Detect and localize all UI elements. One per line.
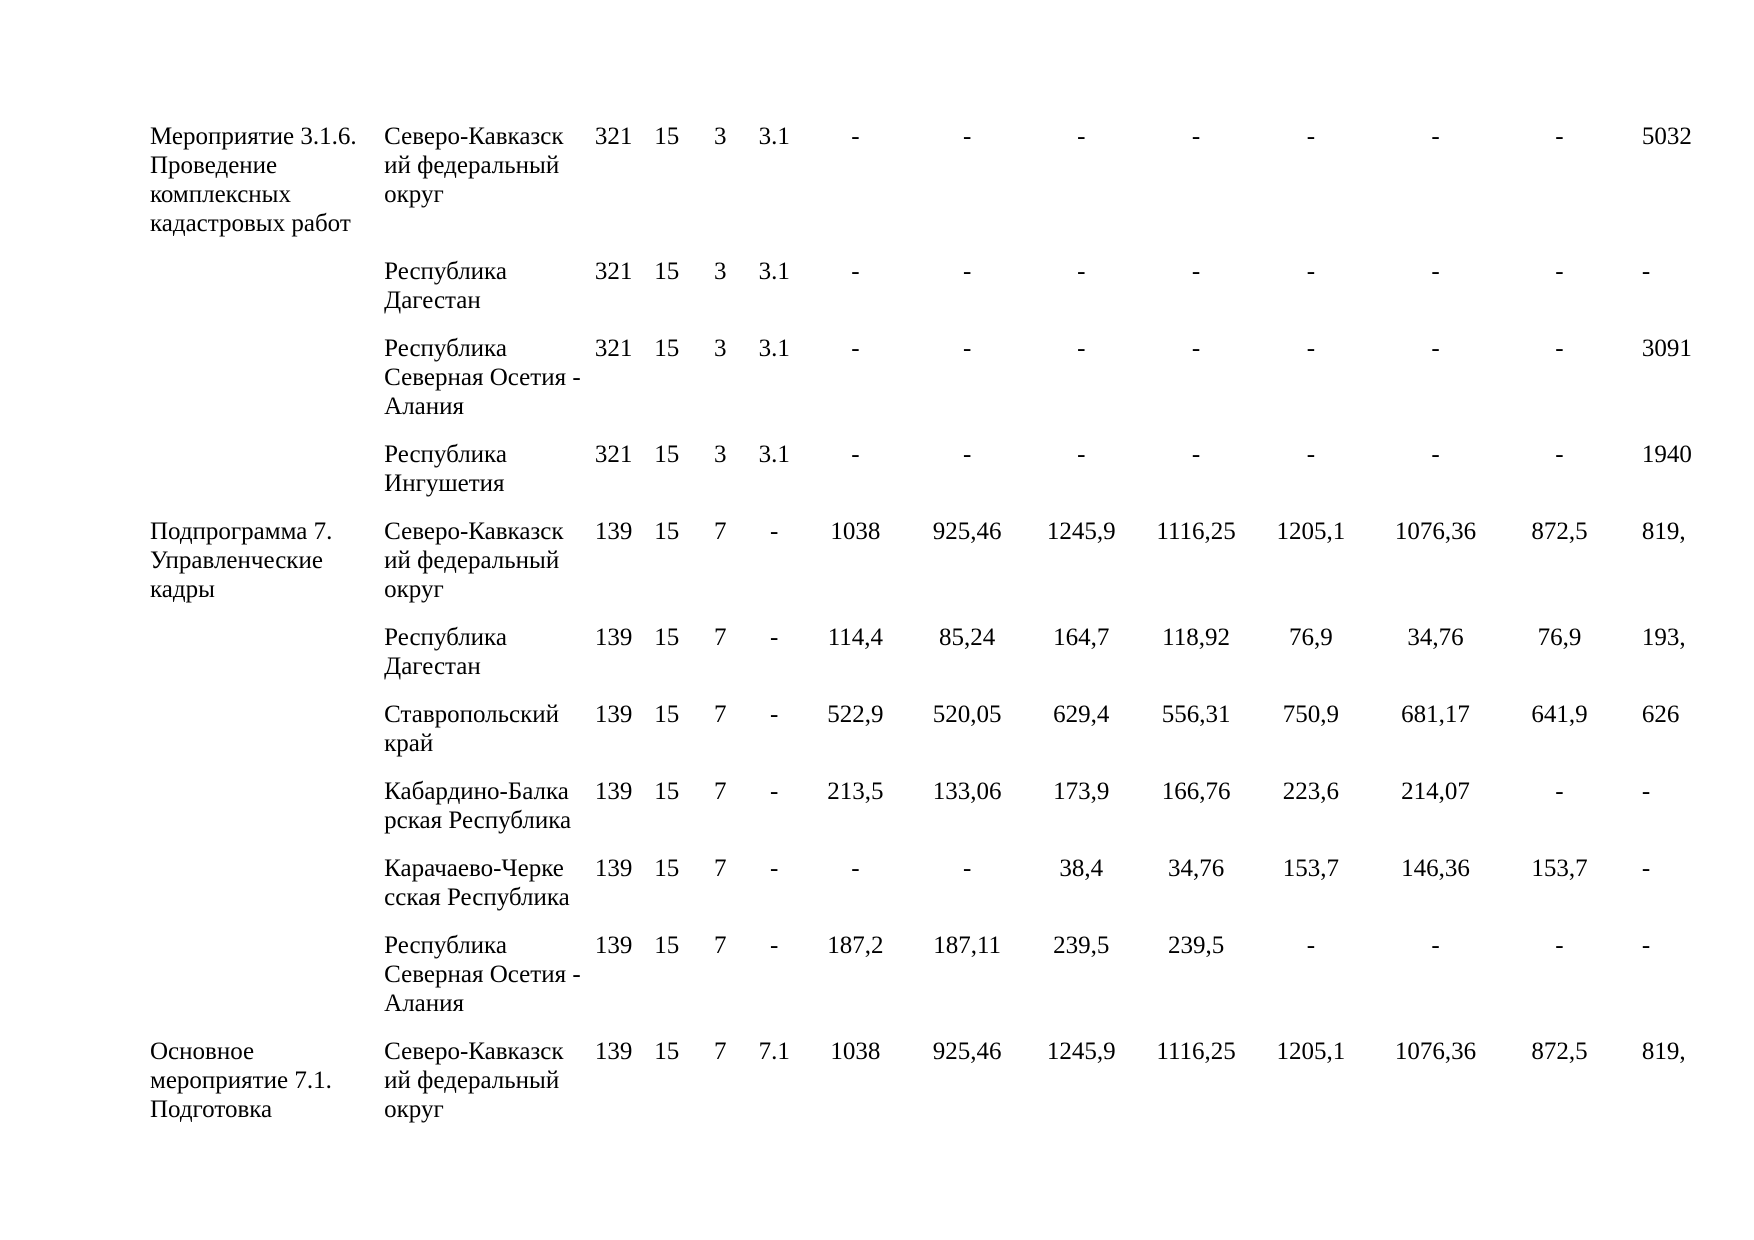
value-cell: - — [1431, 258, 1440, 285]
value-cell: 1116,25 — [1156, 1038, 1236, 1065]
value-cell: - — [1431, 123, 1440, 150]
code-2: 15 — [654, 1038, 680, 1065]
value-cell: 819, — [1641, 1038, 1686, 1065]
value-cell: 153,7 — [1282, 855, 1339, 882]
value-cell: - — [1641, 932, 1651, 959]
table-row — [140, 854, 1754, 931]
value-cell: - — [962, 855, 972, 882]
code-1: 139 — [594, 518, 633, 545]
code-4: - — [770, 932, 779, 959]
code-4: 3.1 — [758, 258, 790, 285]
code-2: 15 — [654, 855, 680, 882]
value-cell: 153,7 — [1531, 855, 1588, 882]
value-cell: - — [1191, 123, 1201, 150]
code-4: 3.1 — [758, 441, 790, 468]
value-cell: 3091 — [1641, 335, 1692, 362]
value-cell: 925,46 — [932, 518, 1002, 545]
value-cell: - — [1306, 123, 1316, 150]
value-cell: 146,36 — [1401, 855, 1470, 882]
value-cell: - — [851, 855, 860, 882]
region-name: Ставропольский край — [384, 701, 560, 757]
code-1: 139 — [594, 624, 633, 651]
code-4: - — [770, 855, 779, 882]
region-name: Республика Северная Осетия - Алания — [384, 932, 581, 1017]
code-3: 3 — [714, 258, 727, 285]
code-1: 139 — [594, 855, 633, 882]
program-item-name: Подпрограмма 7. Управленческие кадры — [150, 518, 333, 603]
code-3: 7 — [714, 1038, 727, 1065]
table-body — [140, 122, 1754, 1143]
code-1: 321 — [594, 123, 633, 150]
program-item-name — [140, 777, 384, 854]
region-name: Республика Дагестан — [384, 624, 507, 680]
program-item-name — [140, 257, 384, 334]
code-2: 15 — [654, 335, 680, 362]
value-cell: - — [962, 441, 972, 468]
value-cell: - — [1555, 441, 1564, 468]
value-cell: 872,5 — [1531, 518, 1588, 545]
code-1: 139 — [594, 778, 633, 805]
region-name: Северо-Кавказск ий федеральный округ — [384, 123, 564, 208]
value-cell: - — [962, 123, 972, 150]
program-item-name — [140, 931, 384, 1037]
code-4: - — [770, 778, 779, 805]
value-cell: 76,9 — [1537, 624, 1582, 651]
value-cell: 520,05 — [932, 701, 1002, 728]
value-cell: 1038 — [830, 1038, 881, 1065]
value-cell: 681,17 — [1401, 701, 1470, 728]
value-cell: - — [1077, 123, 1086, 150]
code-4: - — [770, 701, 779, 728]
value-cell: - — [1555, 123, 1564, 150]
table-row — [140, 623, 1754, 700]
value-cell: 819, — [1641, 518, 1686, 545]
code-3: 3 — [714, 441, 727, 468]
value-cell: - — [1641, 778, 1651, 805]
value-cell: 133,06 — [932, 778, 1002, 805]
value-cell: - — [1431, 335, 1440, 362]
value-cell: 114,4 — [827, 624, 884, 651]
value-cell: - — [1306, 441, 1316, 468]
value-cell: - — [1641, 258, 1651, 285]
table-row — [140, 334, 1754, 440]
code-2: 15 — [654, 518, 680, 545]
value-cell: 1076,36 — [1394, 518, 1477, 545]
code-3: 7 — [714, 701, 727, 728]
program-item-name — [140, 440, 384, 517]
region-name: Карачаево-Черке сская Республика — [384, 855, 570, 911]
value-cell: 556,31 — [1161, 701, 1231, 728]
value-cell: 85,24 — [938, 624, 996, 651]
value-cell: - — [1306, 335, 1316, 362]
value-cell: 173,9 — [1053, 778, 1110, 805]
value-cell: - — [851, 335, 860, 362]
code-1: 139 — [594, 932, 633, 959]
table-row — [140, 257, 1754, 334]
program-item-name — [140, 334, 384, 440]
value-cell: 872,5 — [1531, 1038, 1588, 1065]
value-cell: - — [1641, 855, 1651, 882]
code-1: 321 — [594, 258, 633, 285]
value-cell: 1245,9 — [1046, 1038, 1116, 1065]
table-row — [140, 517, 1754, 623]
value-cell: 164,7 — [1053, 624, 1110, 651]
value-cell: - — [1555, 258, 1564, 285]
value-cell: - — [1191, 335, 1201, 362]
value-cell: 118,92 — [1162, 624, 1230, 651]
value-cell: 223,6 — [1282, 778, 1339, 805]
value-cell: - — [962, 335, 972, 362]
value-cell: 1038 — [830, 518, 881, 545]
program-item-name: Мероприятие 3.1.6. Проведение комплексных кадастровых работ — [150, 123, 357, 237]
value-cell: - — [962, 258, 972, 285]
value-cell: 76,9 — [1289, 624, 1333, 651]
value-cell: 1205,1 — [1276, 1038, 1346, 1065]
code-4: 7.1 — [758, 1038, 790, 1065]
table-row — [140, 440, 1754, 517]
region-name: Республика Северная Осетия - Алания — [384, 335, 581, 420]
value-cell: 239,5 — [1053, 932, 1110, 959]
value-cell: - — [1306, 258, 1316, 285]
value-cell: 1205,1 — [1276, 518, 1346, 545]
program-item-name — [140, 854, 384, 931]
value-cell: - — [1431, 441, 1440, 468]
value-cell: - — [1077, 441, 1086, 468]
region-name: Северо-Кавказск ий федеральный округ — [384, 1038, 564, 1123]
value-cell: - — [1077, 258, 1086, 285]
value-cell: - — [1191, 441, 1201, 468]
program-item-name: Основное мероприятие 7.1. Подготовка — [150, 1038, 332, 1123]
code-3: 3 — [714, 335, 727, 362]
value-cell: 925,46 — [932, 1038, 1002, 1065]
value-cell: - — [1306, 932, 1316, 959]
table-row — [140, 1037, 1754, 1143]
value-cell: 214,07 — [1401, 778, 1470, 805]
value-cell: 193, — [1641, 624, 1686, 651]
value-cell: 641,9 — [1531, 701, 1588, 728]
table-row — [140, 122, 1754, 257]
code-1: 139 — [594, 701, 633, 728]
code-4: 3.1 — [758, 123, 790, 150]
value-cell: 38,4 — [1059, 855, 1104, 882]
code-4: - — [770, 624, 779, 651]
value-cell: 522,9 — [827, 701, 884, 728]
value-cell: 1940 — [1641, 441, 1692, 468]
table-row — [140, 777, 1754, 854]
code-2: 15 — [654, 441, 680, 468]
code-4: - — [770, 518, 779, 545]
program-funding-table — [140, 122, 1754, 1143]
region-name: Северо-Кавказск ий федеральный округ — [384, 518, 564, 603]
code-1: 321 — [594, 441, 633, 468]
code-3: 7 — [714, 855, 727, 882]
region-name: Республика Дагестан — [384, 258, 507, 314]
value-cell: 1245,9 — [1046, 518, 1116, 545]
code-2: 15 — [654, 123, 680, 150]
value-cell: - — [1431, 932, 1440, 959]
value-cell: - — [1555, 778, 1564, 805]
code-3: 7 — [714, 518, 727, 545]
value-cell: - — [851, 258, 860, 285]
value-cell: 187,11 — [933, 932, 1002, 959]
value-cell: 34,76 — [1167, 855, 1225, 882]
value-cell: 213,5 — [827, 778, 884, 805]
code-2: 15 — [654, 624, 680, 651]
code-2: 15 — [654, 932, 680, 959]
value-cell: 187,2 — [827, 932, 884, 959]
value-cell: 1116,25 — [1156, 518, 1236, 545]
value-cell: 239,5 — [1167, 932, 1225, 959]
value-cell: - — [851, 441, 860, 468]
program-item-name — [140, 623, 384, 700]
value-cell: - — [851, 123, 860, 150]
value-cell: 1076,36 — [1394, 1038, 1477, 1065]
program-item-name — [140, 700, 384, 777]
code-3: 7 — [714, 932, 727, 959]
code-1: 321 — [594, 335, 633, 362]
region-name: Республика Ингушетия — [384, 441, 507, 497]
code-2: 15 — [654, 258, 680, 285]
code-1: 139 — [594, 1038, 633, 1065]
value-cell: 750,9 — [1282, 701, 1339, 728]
table-row — [140, 931, 1754, 1037]
value-cell: 166,76 — [1161, 778, 1231, 805]
code-3: 7 — [714, 778, 727, 805]
value-cell: 629,4 — [1053, 701, 1110, 728]
region-name: Кабардино-Балка рская Республика — [384, 778, 572, 834]
value-cell: 34,76 — [1407, 624, 1464, 651]
value-cell: - — [1077, 335, 1086, 362]
code-2: 15 — [654, 778, 680, 805]
table-row — [140, 700, 1754, 777]
value-cell: 626 — [1641, 701, 1680, 728]
value-cell: 5032 — [1641, 123, 1692, 150]
value-cell: - — [1191, 258, 1201, 285]
value-cell: - — [1555, 932, 1564, 959]
code-3: 7 — [714, 624, 727, 651]
code-4: 3.1 — [758, 335, 790, 362]
code-3: 3 — [714, 123, 727, 150]
code-2: 15 — [654, 701, 680, 728]
value-cell: - — [1555, 335, 1564, 362]
